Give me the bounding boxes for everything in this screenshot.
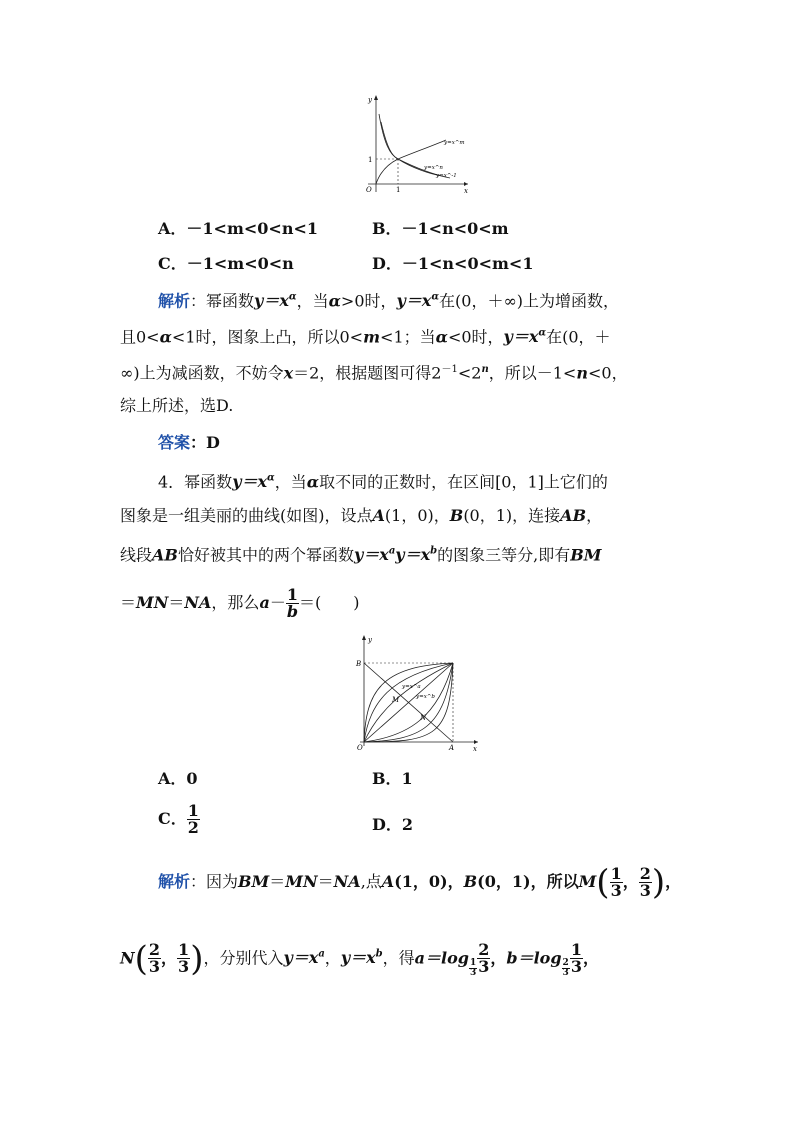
den: 2 [187,818,199,837]
frac-m-y [639,866,652,899]
num: 1 [610,864,622,883]
y-axis-label: y [368,636,372,644]
y-axis-label: y [368,96,372,104]
text: 且0< [120,327,160,347]
n: n [576,363,588,383]
text: ∞)上为减函数，不妨令 [120,363,284,383]
text: ，所以－1< [488,363,577,383]
text: <2 [457,363,482,383]
den: 3 [478,957,490,977]
segment-bm: BM [570,545,602,565]
expr-exp: α [431,292,440,303]
text: <1时，图象上凸，所以0< [171,327,364,347]
tick-one-y: 1 [368,156,373,164]
q3-option-a[interactable]: A．－1<m<0<n<1 [158,219,319,238]
q3-option-c[interactable]: C．－1<m<0<n [158,254,294,273]
text: ，分别代入 [203,948,284,968]
expr-exp: b [375,949,383,960]
den: 3 [570,957,582,977]
alpha: α [435,327,448,347]
log-b-arg [570,942,583,975]
num: 2 [562,958,569,969]
analysis-label: 解析 [158,291,191,311]
text: 取不同的正数时，在区间[0，1]上它们的 [319,472,608,492]
expr-base: y＝x [503,327,539,347]
q4-option-a[interactable]: A．0 [158,769,198,788]
num: 2 [478,940,490,960]
num: 1 [469,958,477,969]
q4-analysis-line-1 [158,862,681,902]
text: 4．幂函数 [158,472,233,492]
comma: ， [490,948,507,968]
den: 3 [639,881,651,900]
q4-line-4 [120,587,360,620]
expr-base: y＝x [254,291,289,311]
expr-exp: α [288,292,297,303]
den: 3 [148,957,161,977]
text: ,点 [360,872,382,891]
comma: ， [582,948,599,968]
den: 3 [562,968,569,979]
text: (0，1)，所以 [477,872,579,891]
curve-label-a: y=x^a [402,684,421,690]
segment-na: NA [184,593,212,612]
segment-bm: BM [238,872,270,891]
num: 1 [570,940,582,960]
expr-exp: a [318,949,325,960]
x-axis-arrow [464,182,468,186]
text: ＝2，根据题图可得2 [293,363,442,383]
den: 3 [469,968,477,979]
paren-close: ) [651,862,666,903]
q3-analysis-line-4: 综上所述，选D. [120,396,234,415]
tick-one-x: 1 [396,186,401,194]
segment-mn: MN [136,593,169,612]
curve-label-m: y=x^m [444,140,465,146]
point-a: A [372,506,385,525]
num: 1 [286,585,298,604]
expr-base: y＝x [283,948,319,968]
q3-analysis-line-3 [120,359,628,384]
x-axis-arrow [474,740,478,744]
text: (1，0)， [384,506,450,525]
minus: － [269,593,286,612]
analysis-label: 解析 [158,872,191,891]
exp-minus1: －1 [441,364,458,375]
segment-na: NA [333,872,361,891]
comma: ， [665,872,682,891]
comma: ， [622,872,639,891]
text: ， [586,506,603,525]
y-axis-arrow [362,635,366,640]
x-axis-label: x [464,187,468,195]
point-m: M [578,872,597,891]
a-eq-log: a＝log [414,948,469,968]
point-b: B [449,506,464,525]
log-a-arg [477,942,490,975]
a: a [259,593,270,612]
point-b-label: B [356,660,362,668]
num: 2 [148,940,161,960]
point-a: A [381,872,395,891]
x-axis-label: x [473,745,477,752]
q4-option-c[interactable] [158,803,200,836]
text: <0， [587,363,628,383]
num: 1 [187,801,199,820]
alpha: α [159,327,172,347]
frac-n-x [148,942,161,975]
text: ＝ [168,593,185,612]
exp-n: n [481,364,489,375]
text: 在(0，＋ [546,327,611,347]
text: <1；当 [380,327,436,347]
text: <0时， [447,327,504,347]
den: 3 [610,881,622,900]
text: 的图象三等分,即有 [437,545,571,565]
text: 图象是一组美丽的曲线(如图)，设点 [120,506,373,525]
q3-analysis-line-1 [158,287,619,312]
text: ＝ [120,593,137,612]
paren-open: ( [134,938,148,979]
power-function-graph-2 [350,632,480,752]
expr [504,327,547,346]
text: ，那么 [211,593,260,612]
curve-label-b: y=x^b [416,694,435,700]
expr-base: y＝x [395,545,431,565]
q3-answer [158,432,220,454]
q3-option-d[interactable]: D．－1<n<0<m<1 [372,254,534,273]
text: ，当 [274,472,307,492]
fraction-half [187,803,200,836]
text: ，得 [382,948,415,968]
expr-base: y＝x [232,472,268,492]
expr-exp: α [538,328,547,339]
point-n-label: N [420,714,427,722]
log-a-base [469,959,477,978]
frac-n-y [177,942,190,975]
expr [397,291,440,310]
q3-option-b[interactable]: B．－1<n<0<m [372,219,509,238]
curve-label-inv: y=x^-1 [436,173,457,179]
text: ＝( ) [299,593,360,612]
alpha: α [306,472,320,492]
point-m-label: M [392,696,400,704]
expr-exp: a [388,546,396,557]
q4-analysis-line-2 [120,935,599,978]
point-a-label: A [449,744,455,752]
point-b: B [463,872,478,891]
x: x [283,363,294,383]
den: b [286,602,299,621]
segment-ab: AB [152,545,178,565]
num: 1 [178,940,190,960]
log-b-base [562,959,570,978]
q4-line-1 [158,468,608,493]
text: 恰好被其中的两个幂函数 [177,545,354,565]
text: 在(0，＋∞)上为增函数， [439,291,620,311]
answer-value: ：D [190,433,220,452]
expr-exp: α [267,473,275,484]
q4-option-b[interactable]: B．1 [372,769,413,788]
text: ＝ [269,872,286,891]
expr [232,472,275,491]
expr-b [395,545,437,564]
q4-line-2 [120,505,602,527]
segment-mn: MN [285,872,318,891]
expr-base: y＝x [353,545,389,565]
expr-base: y＝x [396,291,432,311]
segment-ab: AB [560,506,587,525]
b-eq-log: b＝log [506,948,562,968]
point-n: N [120,948,135,968]
text: (0，1)，连接 [463,506,561,525]
num: 2 [639,864,651,883]
expr-base: y＝x [340,948,376,968]
q3-analysis-line-2 [120,323,611,348]
paren-close: ) [190,938,204,979]
text: >0时， [340,291,397,311]
origin-label: O [357,744,363,752]
expr-exp: b [430,546,438,557]
alpha: α [328,291,341,311]
frac-m-x [610,866,623,899]
y-axis-arrow [374,95,378,100]
comma: ， [161,948,178,968]
paren-open: ( [596,862,610,903]
text: ：因为 [190,872,239,891]
answer-label: 答案 [158,433,191,452]
fraction-1-over-b [286,587,299,620]
expr-a [354,545,395,564]
expr-a [283,948,324,967]
text: ＝ [317,872,334,891]
text: 线段 [120,545,153,565]
curve-label-n: y=x^n [424,165,443,171]
m: m [363,327,381,347]
text: ，当 [296,291,329,311]
power-function-graph-1 [360,92,470,197]
text: ：幂函数 [190,291,255,311]
den: 3 [178,957,190,977]
origin-label: O [366,186,372,194]
text: ， [324,948,341,968]
label: C． [158,809,187,828]
text: (1，0)， [394,872,464,891]
q4-option-d[interactable]: D．2 [372,815,414,834]
expr-b [341,948,383,967]
expr [254,291,297,310]
q4-line-3 [120,541,601,566]
